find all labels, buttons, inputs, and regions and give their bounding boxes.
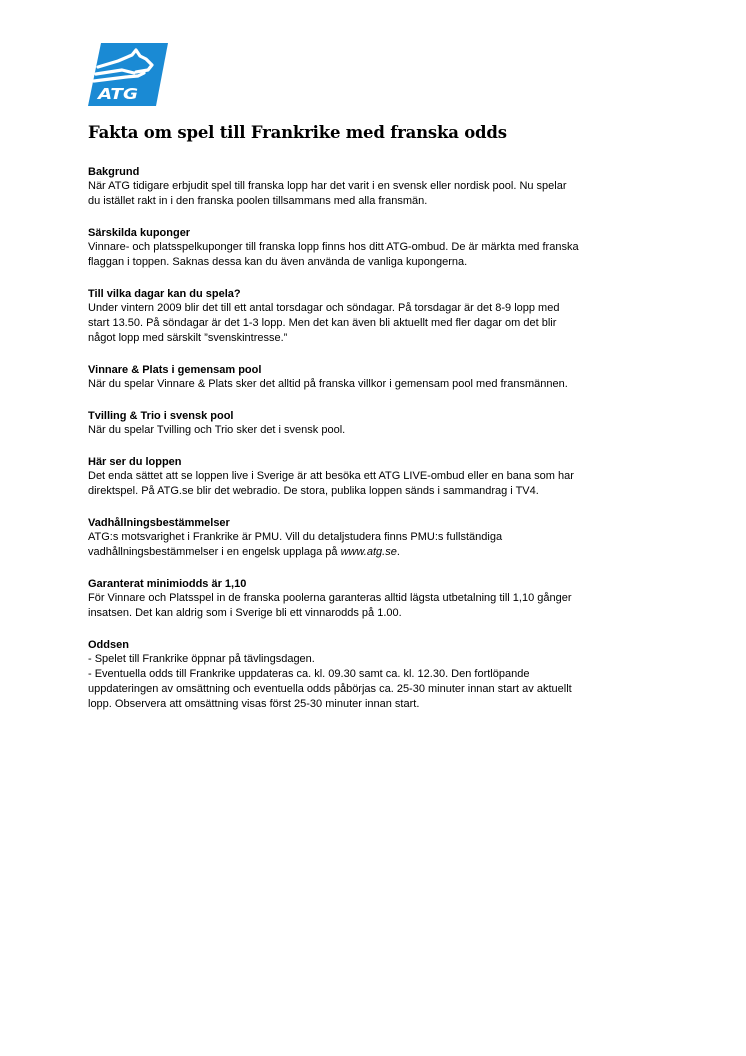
text-line: ATG:s motsvarighet i Frankrike är PMU. Vill du detaljstudera finns PMU:s fullständiga [88,531,503,543]
section-har-ser-du-loppen [88,455,663,499]
text-line: För Vinnare och Platsspel in de franska poolerna garanteras alltid lägsta utbetalning till 1,10 gånger [88,592,572,604]
section-text [88,469,663,499]
section-vinnare-plats [88,363,663,392]
section-heading: Här ser du loppen [88,456,182,468]
text-line: vadhållningsbestämmelser i en engelsk upplaga på [88,546,341,558]
text-line: - Eventuella odds till Frankrike uppdateras ca. kl. 09.30 samt ca. kl. 12.30. Den fortlöpande [88,668,530,680]
section-heading: Vadhållningsbestämmelser [88,517,230,529]
section-heading: Till vilka dagar kan du spela? [88,288,241,300]
text-line: Vinnare- och platsspelkuponger till franska lopp finns hos ditt ATG-ombud. De är märkta med franska [88,241,579,253]
section-heading: Särskilda kuponger [88,227,191,239]
section-heading: Bakgrund [88,166,140,178]
text-line: . [396,546,400,558]
text-line: Under vintern 2009 blir det till ett antal torsdagar och söndagar. På torsdagar är det 8-9 lopp med [88,302,560,314]
text-line: flaggan i toppen. Saknas dessa kan du även använda de vanliga kupongerna. [88,256,468,268]
atg-website-link[interactable]: www.atg.se [340,546,397,558]
atg-logo [88,43,168,106]
section-bakgrund [88,165,663,209]
logo-text: ATG [96,85,138,103]
section-text [88,652,663,712]
section-oddsen [88,638,663,712]
text-line: du istället rakt in i den franska poolen tillsammans med alla fransmän. [88,195,428,207]
document-title: Fakta om spel till Frankrike med franska odds [88,123,507,142]
atg-logo-graphic [88,43,168,106]
document-body [88,165,663,729]
section-sarskilda-kuponger [88,226,663,270]
text-line: När du spelar Vinnare & Plats sker det alltid på franska villkor i gemensam pool med fransmännen. [88,378,568,390]
text-line: uppdateringen av omsättning och eventuella odds påbörjas ca. 25-30 minuter innan start av aktuellt [88,683,572,695]
section-garanterat-minimiodds [88,577,663,621]
section-heading: Vinnare & Plats i gemensam pool [88,364,262,376]
text-line: När ATG tidigare erbjudit spel till franska lopp har det varit i en svensk eller nordisk pool. Nu spelar [88,180,567,192]
text-line: direktspel. På ATG.se blir det webradio. De stora, publika loppen sänds i sammandrag i TV4. [88,485,539,497]
section-heading: Oddsen [88,639,129,651]
section-tvilling-trio [88,409,663,438]
section-heading: Garanterat minimiodds är 1,10 [88,578,247,590]
section-text [88,179,663,209]
section-text [88,240,663,270]
text-line: start 13.50. På söndagar är det 1-3 lopp. Men det kan även bli aktuellt med fler dagar om det blir [88,317,557,329]
section-vadhallningsbestammelser [88,516,663,560]
text-line: lopp. Observera att omsättning visas först 25-30 minuter innan start. [88,698,420,710]
section-till-vilka-dagar [88,287,663,346]
text-line: När du spelar Tvilling och Trio sker det i svensk pool. [88,424,346,436]
section-heading: Tvilling & Trio i svensk pool [88,410,234,422]
text-line: - Spelet till Frankrike öppnar på tävlingsdagen. [88,653,315,665]
section-text [88,377,663,392]
section-text [88,591,663,621]
text-line: insatsen. Det kan aldrig som i Sverige bli ett vinnarodds på 1.00. [88,607,402,619]
text-line: Det enda sättet att se loppen live i Sverige är att besöka ett ATG LIVE-ombud eller en bana som har [88,470,574,482]
section-text [88,423,663,438]
section-text [88,530,663,560]
section-text [88,301,663,346]
text-line: något lopp med särskilt ”svenskintresse.” [88,332,288,344]
